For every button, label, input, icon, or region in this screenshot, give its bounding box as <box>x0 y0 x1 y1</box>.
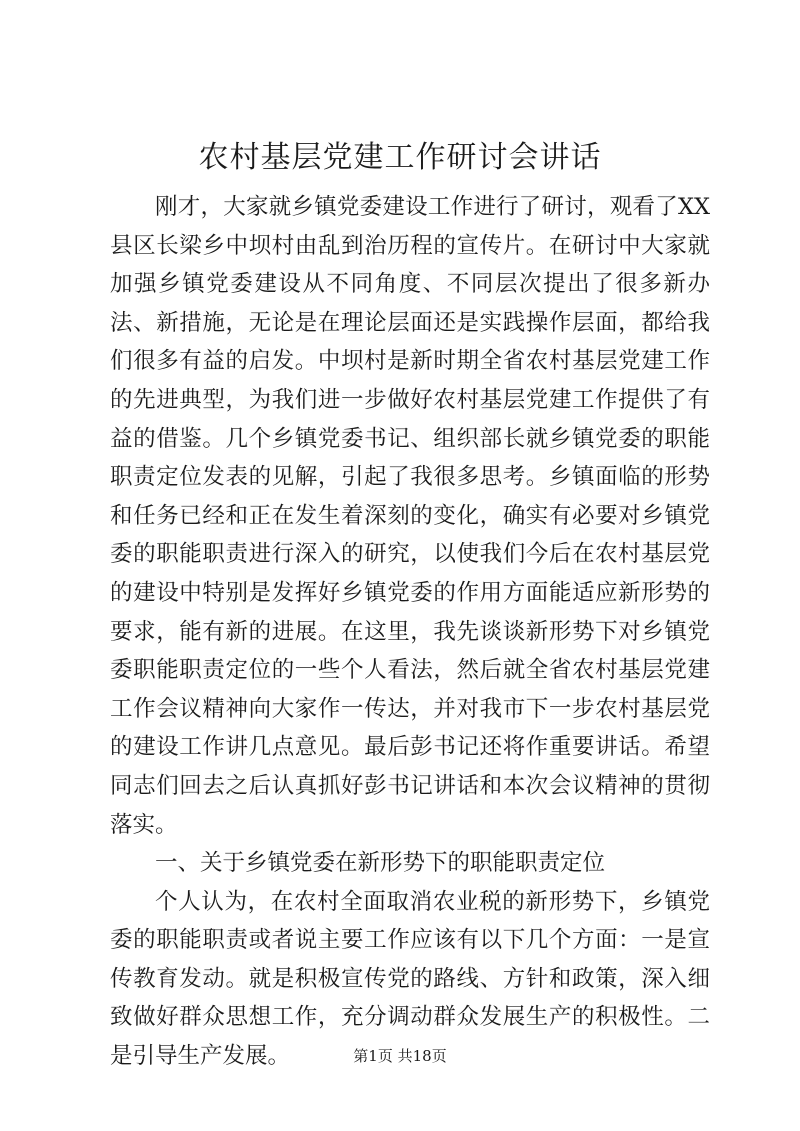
page-number-footer: 第1页 共18页 <box>353 1047 447 1065</box>
section-heading-1: 一、关于乡镇党委在新形势下的职能职责定位 <box>155 850 606 877</box>
paragraph-intro: 刚才，大家就乡镇党委建设工作进行了研讨，观看了XX县区长梁乡中坝村由乱到治历程的宣传片。在研讨中大家就加强乡镇党委建设从不同角度、不同层次提出了很多新办法、新措施，无论是在理论层面还是实践操作层面，都给我们很多有益的启发。中坝村是新时期全省农村基层党建工作的先进典型，为我们进一步做好农村基层党建工作提供了有益的借鉴。几个乡镇党委书记、组织部长就乡镇党委的职能职责定位发表的见解，引起了我很多思考。乡镇面临的形势和任务已经和正在发生着深刻的变化，确实有必要对乡镇党委的职能职责进行深入的研究，以使我们今后在农村基层党的建设中特别是发挥好乡镇党委的作用方面能适应新形势的要求，能有新的进展。在这里，我先谈谈新形势下对乡镇党委职能职责定位的一些个人看法，然后就全省农村基层党建工作会议精神向大家作一传达，并对我市下一步农村基层党的建设工作讲几点意见。最后彭书记还将作重要讲话。希望同志们回去之后认真抓好彭书记讲话和本次会议精神的贯彻落实。 <box>110 194 710 838</box>
document-body <box>110 188 710 1076</box>
paragraph-section-1: 个人认为，在农村全面取消农业税的新形势下，乡镇党委的职能职责或者说主要工作应该有以下几个方面：一是宣传教育发动。就是积极宣传党的路线、方针和政策，深入细致做好群众思想工作，充分调动群众发展生产的积极性。二是引导生产发展。 <box>110 888 710 1070</box>
document-title: 农村基层党建工作研讨会讲话 <box>198 140 602 175</box>
